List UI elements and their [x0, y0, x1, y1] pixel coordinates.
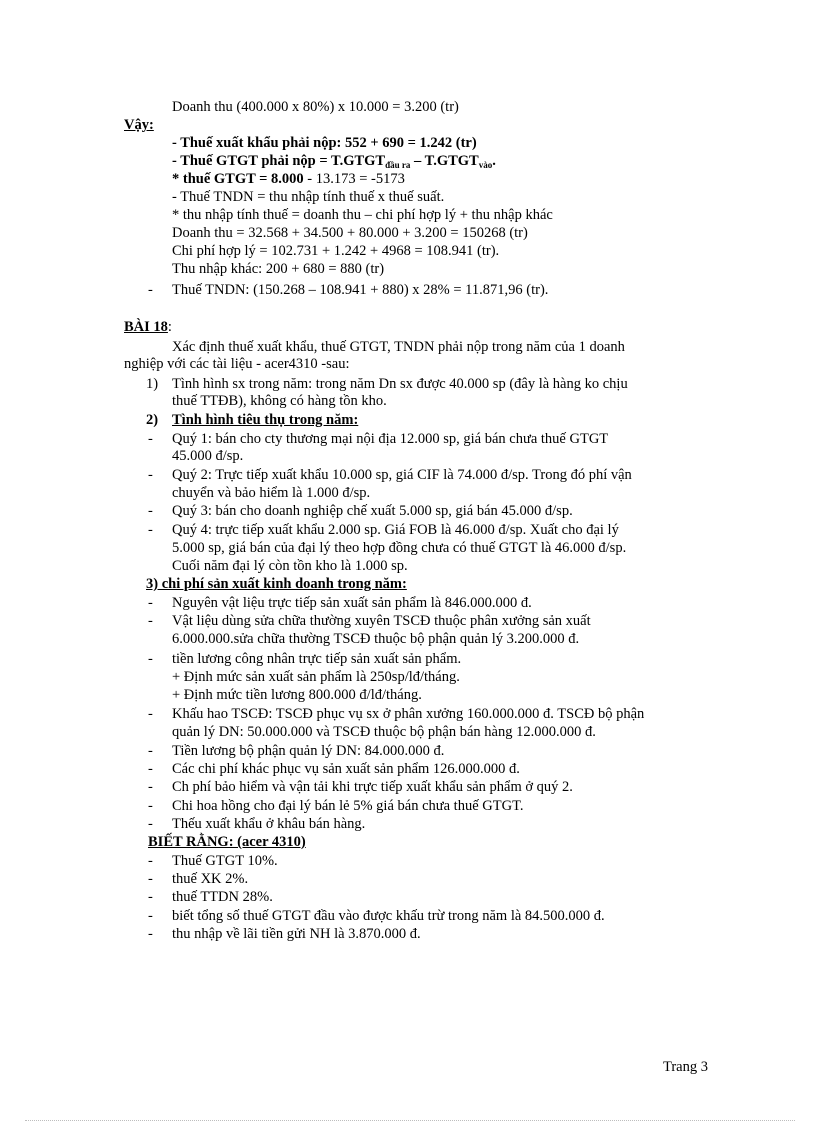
cit-formula-line: - Thuế TNDN = thu nhập tính thuế x thuế suất. — [172, 189, 445, 205]
vat-calc-rest: - 13.173 = -5173 — [303, 171, 405, 187]
section3-title: 3) chi phí sản xuất kinh doanh trong năm: — [146, 576, 407, 592]
vat-mid: – T.GTGT — [410, 153, 479, 169]
section2-title: Tình hình tiêu thụ trong năm: — [172, 412, 359, 428]
dash-bullet: - — [148, 926, 153, 942]
dash-bullet: - — [148, 522, 153, 538]
item1-line1: Tình hình sx trong năm: trong năm Dn sx được 40.000 sp (đây là hàng ko chịu — [172, 376, 628, 392]
cost-item-8: Chi hoa hồng cho đại lý bán lẻ 5% giá bán chưa thuế GTGT. — [172, 798, 524, 814]
exercise-title-text: BÀI 18 — [124, 319, 168, 335]
vat-prefix: - Thuế GTGT phải nộp = T.GTGT — [172, 153, 386, 169]
vay-heading: Vậy: — [124, 117, 154, 133]
vat-calc-line — [172, 170, 405, 188]
known-item-1: Thuế GTGT 10%. — [172, 853, 278, 869]
cost-item-5: Tiền lương bộ phận quản lý DN: 84.000.000 đ. — [172, 743, 445, 759]
dash-bullet: - — [148, 798, 153, 814]
cost-item-3-line1: tiền lương công nhân trực tiếp sản xuất sản phẩm. — [172, 651, 462, 667]
item1-line2: thuế TTĐB), không có hàng tồn kho. — [172, 393, 387, 409]
vat-input-subscript: vào — [478, 160, 493, 170]
known-item-5: thu nhập về lãi tiền gửi NH là 3.870.000 đ. — [172, 926, 421, 942]
q1-line2: 45.000 đ/sp. — [172, 448, 244, 464]
intro-line-1: Xác định thuế xuất khẩu, thuế GTGT, TNDN phải nộp trong năm của 1 doanh — [172, 339, 625, 355]
dash-bullet: - — [148, 282, 153, 298]
dash-bullet: - — [148, 651, 153, 667]
taxable-income-line: * thu nhập tính thuế = doanh thu – chi phí hợp lý + thu nhập khác — [172, 207, 553, 223]
cit-result-line: Thuế TNDN: (150.268 – 108.941 + 880) x 28% = 11.871,96 (tr). — [172, 282, 549, 298]
cost-item-1: Nguyên vật liệu trực tiếp sản xuất sản phẩm là 846.000.000 đ. — [172, 595, 532, 611]
dash-bullet: - — [148, 871, 153, 887]
dash-bullet: - — [148, 431, 153, 447]
dash-bullet: - — [148, 761, 153, 777]
section2-number: 2) — [146, 412, 159, 428]
dash-bullet: - — [148, 779, 153, 795]
dash-bullet: - — [148, 743, 153, 759]
exercise-title — [124, 318, 172, 336]
export-tax-line: - Thuế xuất khẩu phải nộp: 552 + 690 = 1.242 (tr) — [172, 135, 477, 151]
dash-bullet: - — [148, 595, 153, 611]
revenue-sum-line: Doanh thu = 32.568 + 34.500 + 80.000 + 3.200 = 150268 (tr) — [172, 225, 528, 241]
q2-line2: chuyển và bảo hiểm là 1.000 đ/sp. — [172, 485, 371, 501]
dash-bullet: - — [148, 503, 153, 519]
known-item-2: thuế XK 2%. — [172, 871, 249, 887]
cost-item-6: Các chi phí khác phục vụ sản xuất sản phẩm 126.000.000 đ. — [172, 761, 520, 777]
exercise-title-colon: : — [167, 319, 172, 335]
dash-bullet: - — [148, 706, 153, 722]
known-title: BIẾT RẰNG: (acer 4310) — [148, 834, 306, 850]
cost-item-9: Thếu xuất khẩu ở khâu bán hàng. — [172, 816, 366, 832]
q3-line1: Quý 3: bán cho doanh nghiệp chế xuất 5.000 sp, giá bán 45.000 đ/sp. — [172, 503, 573, 519]
q1-line1: Quý 1: bán cho cty thương mại nội địa 12.000 sp, giá bán chưa thuế GTGT — [172, 431, 609, 447]
cost-item-7: Ch phí bảo hiểm và vận tải khi trực tiếp xuất khẩu sản phẩm ở quý 2. — [172, 779, 573, 795]
cost-item-4-line1: Khấu hao TSCĐ: TSCĐ phục vụ sx ở phân xưởng 160.000.000 đ. TSCĐ bộ phận — [172, 706, 645, 722]
dash-bullet: - — [148, 889, 153, 905]
dash-bullet: - — [148, 853, 153, 869]
vat-output-subscript: đầu ra — [385, 160, 411, 170]
cost-item-3-line3: + Định mức tiền lương 800.000 đ/lđ/tháng. — [172, 687, 422, 703]
cost-item-4-line2: quản lý DN: 50.000.000 và TSCĐ thuộc bộ phận bán hàng 12.000.000 đ. — [172, 724, 596, 740]
cost-item-2-line1: Vật liệu dùng sửa chữa thường xuyên TSCĐ thuộc phân xưởng sản xuất — [172, 613, 591, 629]
known-item-3: thuế TTDN 28%. — [172, 889, 273, 905]
cost-item-2-line2: 6.000.000.sửa chữa thường TSCĐ thuộc bộ phận quản lý 3.200.000 đ. — [172, 631, 580, 647]
dash-bullet: - — [148, 816, 153, 832]
expense-sum-line: Chi phí hợp lý = 102.731 + 1.242 + 4968 = 108.941 (tr). — [172, 243, 500, 259]
q2-line1: Quý 2: Trực tiếp xuất khẩu 10.000 sp, giá CIF là 74.000 đ/sp. Trong đó phí vận — [172, 467, 632, 483]
other-income-line: Thu nhập khác: 200 + 680 = 880 (tr) — [172, 261, 385, 277]
cost-item-3-line2: + Định mức sản xuất sản phẩm là 250sp/lđ/tháng. — [172, 669, 460, 685]
known-item-4: biết tổng số thuế GTGT đầu vào được khấu trừ trong năm là 84.500.000 đ. — [172, 908, 605, 924]
dash-bullet: - — [148, 908, 153, 924]
revenue-line: Doanh thu (400.000 x 80%) x 10.000 = 3.200 (tr) — [172, 99, 459, 115]
footer-divider — [25, 1120, 795, 1121]
dash-bullet: - — [148, 613, 153, 629]
intro-line-2: nghiệp với các tài liệu - acer4310 -sau: — [124, 356, 350, 372]
item-number: 1) — [146, 376, 159, 392]
vat-end: . — [492, 153, 496, 169]
page-number: Trang 3 — [663, 1059, 708, 1075]
q4-line1: Quý 4: trực tiếp xuất khẩu 2.000 sp. Giá FOB là 46.000 đ/sp. Xuất cho đại lý — [172, 522, 619, 538]
q4-line3: Cuối năm đại lý còn tồn kho là 1.000 sp. — [172, 558, 408, 574]
q4-line2: 5.000 sp, giá bán của đại lý theo hợp đồng chưa có thuế GTGT là 46.000 đ/sp. — [172, 540, 627, 556]
dash-bullet: - — [148, 467, 153, 483]
vat-calc-bold: * thuế GTGT = 8.000 — [172, 171, 304, 187]
